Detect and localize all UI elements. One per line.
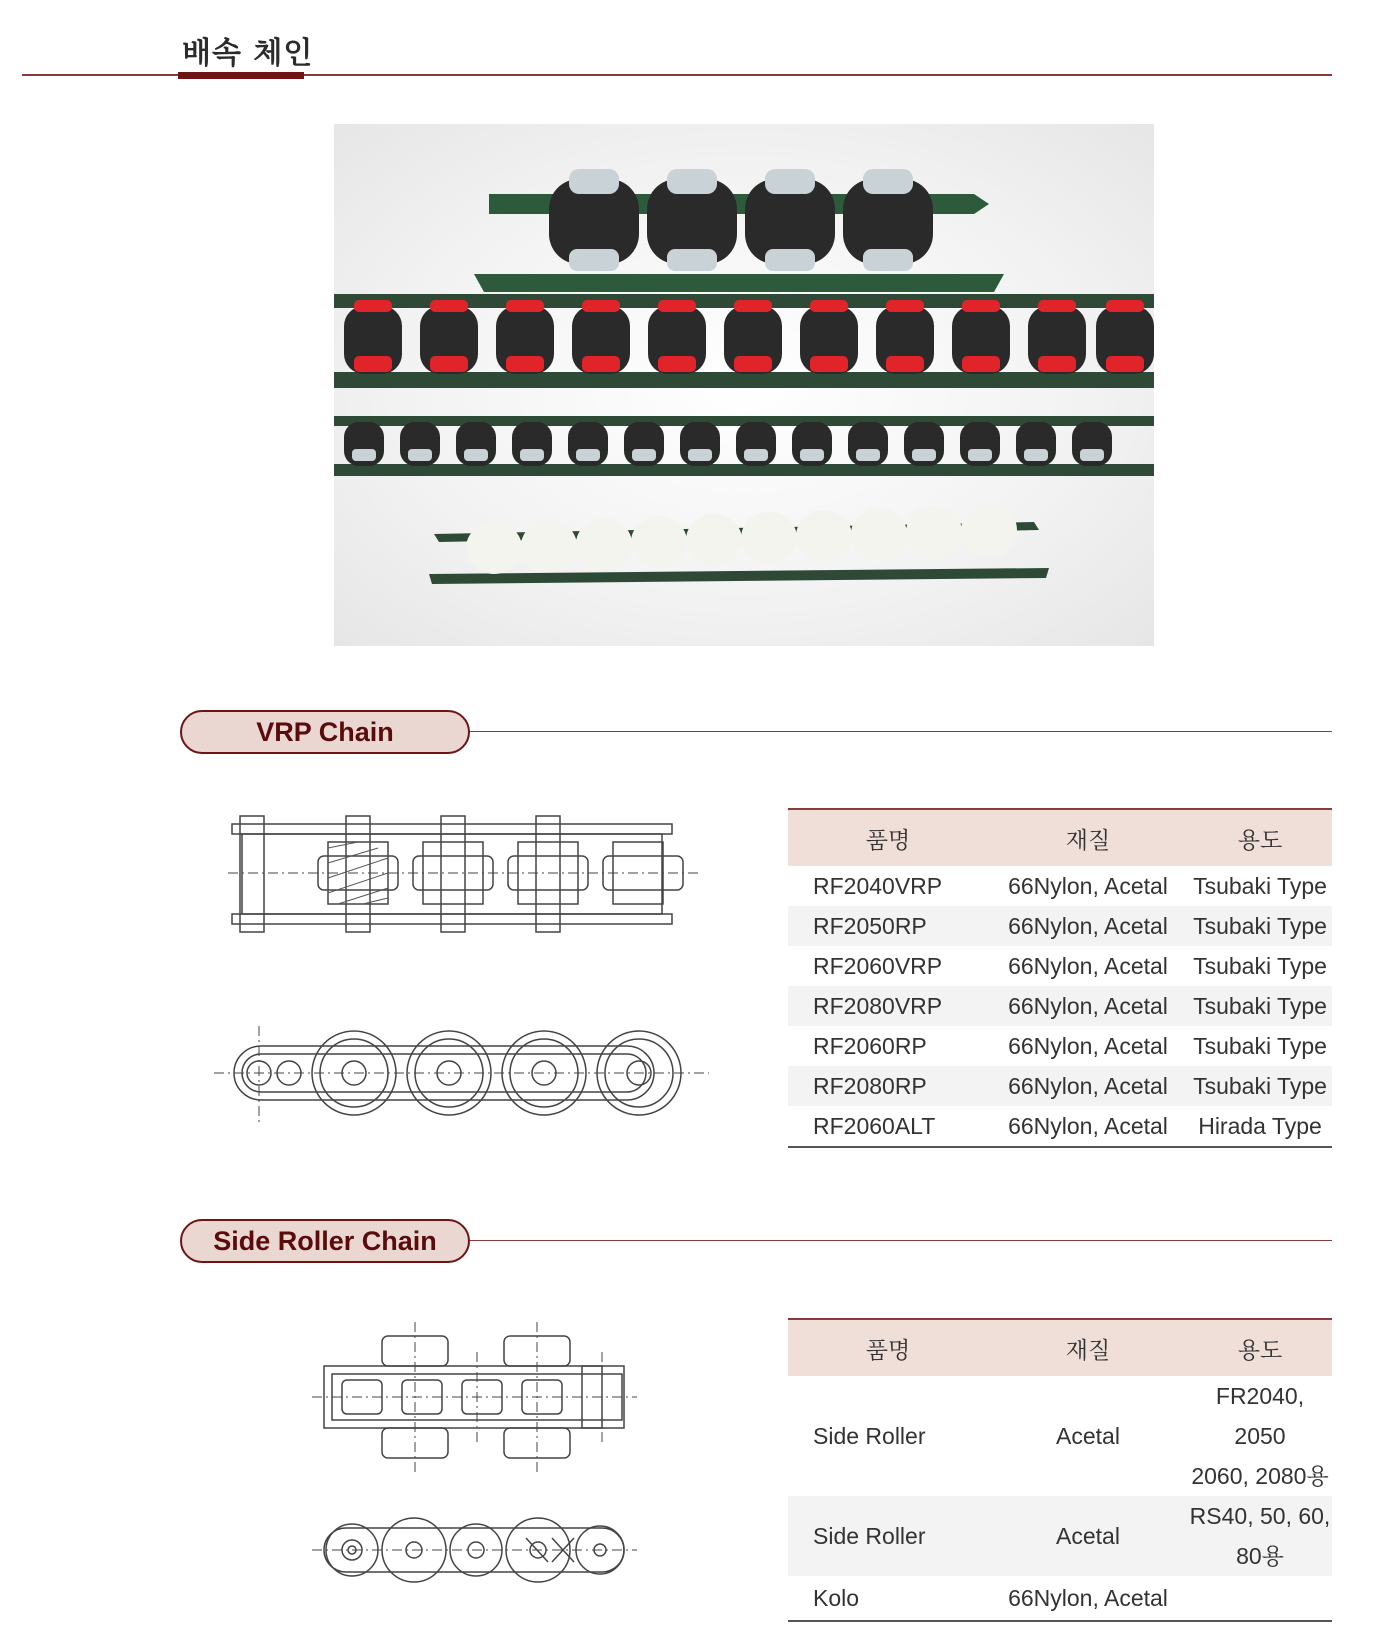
chain-illustration-1 — [474, 169, 1004, 292]
cell-usage: Tsubaki Type — [1193, 912, 1327, 939]
usage-line-1: FR2040, 2050 — [1215, 1383, 1305, 1449]
chain-illustration-3 — [334, 416, 1154, 476]
table-row — [788, 1106, 1332, 1147]
cell-product-name: RF2060ALT — [813, 1112, 936, 1139]
cell-usage — [1188, 1496, 1332, 1576]
header-product-name: 품명 — [788, 809, 988, 866]
cell-material: 66Nylon, Acetal — [1008, 1072, 1168, 1099]
title-accent-bar — [178, 72, 304, 79]
cell-material: Acetal — [1056, 1422, 1120, 1449]
cell-usage: Tsubaki Type — [1193, 1032, 1327, 1059]
cell-usage: Tsubaki Type — [1193, 872, 1327, 899]
table-row — [788, 1376, 1332, 1496]
cell-product-name: RF2060VRP — [813, 952, 943, 979]
section-rule-vrp — [470, 731, 1332, 732]
header-material: 재질 — [988, 1319, 1188, 1376]
cell-product-name: Kolo — [813, 1584, 860, 1611]
cell-product-name: Side Roller — [813, 1522, 926, 1549]
cell-usage: Hirada Type — [1198, 1112, 1322, 1139]
section-label-side-roller-chain: Side Roller Chain — [180, 1219, 470, 1263]
table-row — [788, 1066, 1332, 1106]
page-title: 배속 체인 — [182, 36, 314, 71]
side-roller-chain-top-view-drawing — [312, 1322, 642, 1472]
cell-product-name: RF2080VRP — [813, 992, 943, 1019]
table-row — [788, 1576, 1332, 1621]
cell-usage: Tsubaki Type — [1193, 1072, 1327, 1099]
header-product-name: 품명 — [788, 1319, 988, 1376]
cell-material: 66Nylon, Acetal — [1008, 992, 1168, 1019]
cell-product-name: RF2080RP — [813, 1072, 927, 1099]
cell-usage: Tsubaki Type — [1193, 952, 1327, 979]
cell-material: 66Nylon, Acetal — [1008, 1032, 1168, 1059]
cell-product-name: Side Roller — [813, 1422, 926, 1449]
cell-material: 66Nylon, Acetal — [1008, 912, 1168, 939]
chain-product-photo — [334, 124, 1154, 646]
usage-line-1: RS40, 50, 60, — [1189, 1503, 1331, 1529]
cell-product-name: RF2040VRP — [813, 872, 943, 899]
cell-usage — [1188, 1576, 1332, 1621]
header-usage: 용도 — [1188, 1319, 1332, 1376]
cell-material: Acetal — [1056, 1522, 1120, 1549]
side-roller-chain-spec-table — [788, 1318, 1332, 1622]
table-row — [788, 946, 1332, 986]
cell-product-name: RF2060RP — [813, 1032, 927, 1059]
table-row — [788, 1026, 1332, 1066]
usage-line-2: 80용 — [1236, 1543, 1284, 1569]
vrp-chain-spec-table — [788, 808, 1332, 1148]
chain-illustration-4 — [429, 504, 1049, 584]
cell-usage: Tsubaki Type — [1193, 992, 1327, 1019]
vrp-chain-top-view-drawing — [228, 808, 708, 938]
section-rule-side-roller — [470, 1240, 1332, 1241]
section-label-vrp-chain: VRP Chain — [180, 710, 470, 754]
table-row — [788, 906, 1332, 946]
table-row — [788, 986, 1332, 1026]
cell-material: 66Nylon, Acetal — [1008, 1584, 1168, 1611]
cell-material: 66Nylon, Acetal — [1008, 1112, 1168, 1139]
cell-usage — [1188, 1376, 1332, 1496]
table-header-row — [788, 1319, 1332, 1376]
cell-product-name: RF2050RP — [813, 912, 927, 939]
table-header-row — [788, 809, 1332, 866]
vrp-chain-side-view-drawing — [214, 1018, 714, 1128]
table-row — [788, 1496, 1332, 1576]
side-roller-chain-side-view-drawing — [312, 1510, 642, 1590]
table-row — [788, 866, 1332, 906]
cell-material: 66Nylon, Acetal — [1008, 872, 1168, 899]
usage-line-2: 2060, 2080용 — [1191, 1463, 1329, 1489]
cell-material: 66Nylon, Acetal — [1008, 952, 1168, 979]
header-material: 재질 — [988, 809, 1188, 866]
chain-illustration-2 — [334, 294, 1154, 388]
header-usage: 용도 — [1188, 809, 1332, 866]
